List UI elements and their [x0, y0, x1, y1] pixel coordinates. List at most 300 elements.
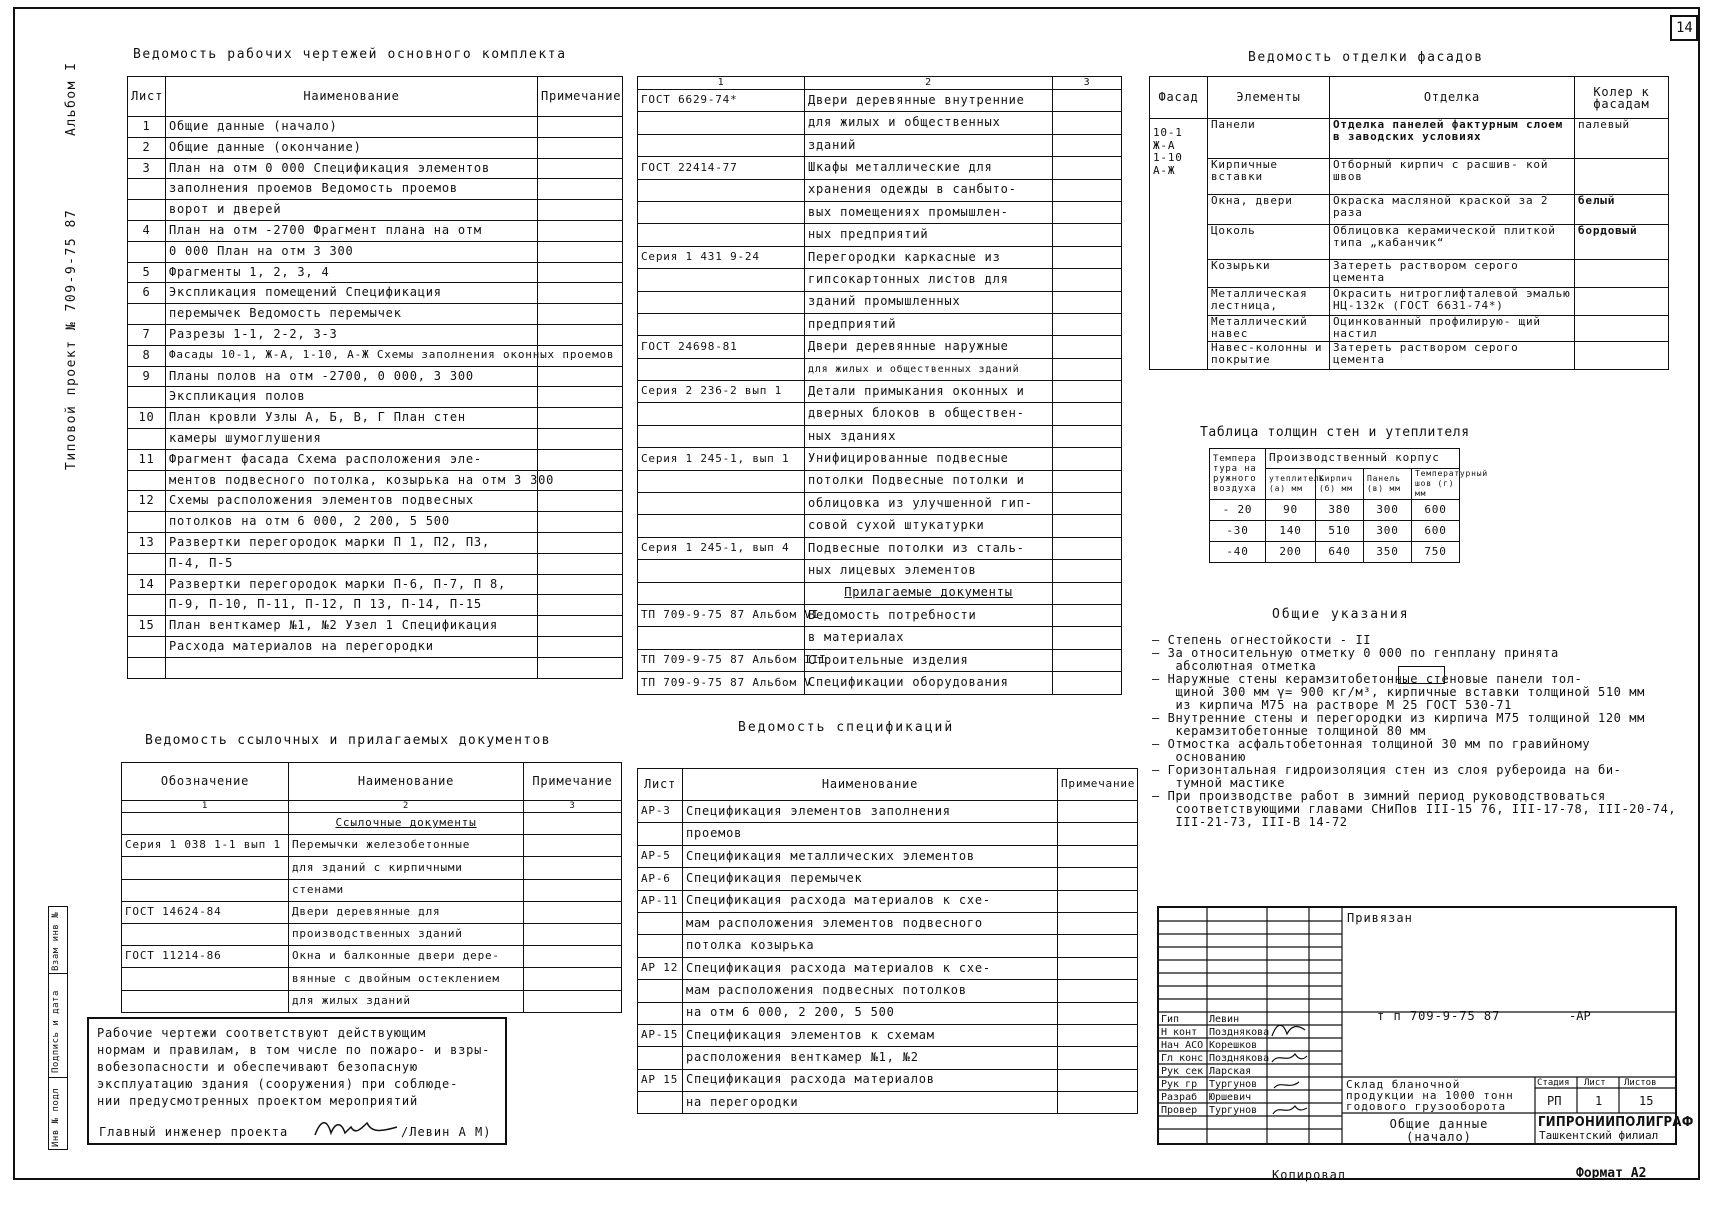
table-row [638, 1024, 1138, 1046]
note-cell [1058, 1024, 1138, 1046]
designation-cell [638, 269, 805, 291]
designation-cell: ГОСТ 14624-84 [122, 901, 289, 923]
name-cell: Детали примыкания оконных и [805, 381, 1053, 403]
stage-header: Стадия [1537, 1078, 1570, 1088]
table-row [122, 813, 622, 835]
note-cell [1053, 134, 1122, 156]
h-brick: Кирпич (б) мм [1316, 469, 1364, 500]
name-cell: камеры шумоглушения [166, 428, 538, 449]
note-cell [538, 179, 623, 200]
engineer-label: Главный инженер проекта [99, 1125, 289, 1139]
table-row [638, 157, 1122, 179]
note-cell [538, 532, 623, 553]
sheet-number: 14 [1676, 20, 1693, 36]
note-cell [538, 241, 623, 262]
table-row [638, 224, 1122, 246]
name-cell: План венткамер №1, №2 Узел 1 Спецификация [166, 616, 538, 637]
col-3: 3 [1053, 77, 1122, 90]
table-row [128, 657, 623, 678]
sheet-cell: 10 [128, 408, 166, 429]
name-cell: зданий [805, 134, 1053, 156]
table-row [128, 304, 623, 325]
table-row [638, 403, 1122, 425]
sheet-cell [128, 241, 166, 262]
color-cell: бордовый [1575, 225, 1669, 260]
facade-title: Ведомость отделки фасадов [1248, 50, 1484, 65]
designation-cell [638, 560, 805, 582]
sheet-cell: АР 12 [638, 957, 683, 979]
designation-cell [122, 990, 289, 1012]
sheet-cell: 7 [128, 324, 166, 345]
note-cell [538, 366, 623, 387]
table-row [1150, 159, 1669, 195]
table-row [1150, 288, 1669, 316]
designation-cell [638, 470, 805, 492]
element-cell: Цоколь [1208, 225, 1330, 260]
element-cell: Козырьки [1208, 260, 1330, 288]
specs-title: Ведомость спецификаций [738, 720, 955, 735]
project-label: Типовой проект № 709-9-75 87 [64, 208, 79, 470]
org-branch: Ташкентский филиал [1539, 1129, 1659, 1142]
table-row [638, 201, 1122, 223]
name-cell: предприятий [805, 313, 1053, 335]
note-cell [1053, 493, 1122, 515]
table-row [1150, 119, 1669, 159]
color-cell [1575, 316, 1669, 342]
designation-cell [638, 515, 805, 537]
designation-cell [122, 857, 289, 879]
note-cell [1053, 649, 1122, 671]
thickness-title: Таблица толщин стен и утеплителя [1200, 425, 1470, 440]
title-block [1157, 906, 1694, 1145]
name-cell: Ведомость потребности [805, 604, 1053, 626]
note-cell [1053, 425, 1122, 447]
note-cell [1053, 403, 1122, 425]
designation-cell: ГОСТ 11214-86 [122, 946, 289, 968]
h-temp: Темпера тура на ружного воздуха [1210, 449, 1266, 500]
note-cell [1053, 246, 1122, 268]
col-note: Примечание [1058, 769, 1138, 801]
role-label: Н конт [1161, 1027, 1198, 1038]
table-row [638, 868, 1138, 890]
sheet-cell [638, 1092, 683, 1114]
sheets-header: Листов [1624, 1078, 1657, 1088]
engineer-name: /Левин А М) [401, 1125, 492, 1139]
table-row [122, 990, 622, 1012]
sheet-cell: АР 15 [638, 1069, 683, 1091]
sheet-cell: 2 [128, 137, 166, 158]
table-row [122, 946, 622, 968]
name-cell: на перегородки [683, 1092, 1058, 1114]
statement-text [97, 1025, 490, 1110]
col-name: Наименование [683, 769, 1058, 801]
value-cell: -40 [1210, 542, 1266, 563]
note-line: — Внутренние стены и перегородки из кирпича М75 толщиной 120 мм [1152, 711, 1645, 725]
table-row [128, 117, 623, 138]
table-row [638, 381, 1122, 403]
table-row [638, 493, 1122, 515]
table-row [128, 616, 623, 637]
sheet-title: Общие данные (начало) [1389, 1117, 1489, 1144]
sheet-cell [638, 1002, 683, 1024]
name-cell: Спецификация элементов к схемам [683, 1024, 1058, 1046]
note-cell [524, 901, 622, 923]
table-row [1210, 500, 1460, 521]
name-cell: Спецификация расхода материалов к схе- [683, 890, 1058, 912]
name-cell: Прилагаемые документы [805, 582, 1053, 604]
table-row [638, 134, 1122, 156]
role-name: Левин [1209, 1014, 1240, 1025]
name-cell: Схемы расположения элементов подвесных [166, 491, 538, 512]
designation-cell [638, 134, 805, 156]
designation-cell [638, 493, 805, 515]
engineer-signature [311, 1115, 401, 1141]
name-cell: ных лицевых элементов [805, 560, 1053, 582]
name-cell: Унифицированные подвесные [805, 448, 1053, 470]
designation-cell [638, 425, 805, 447]
designation-cell: ГОСТ 6629-74* [638, 90, 805, 112]
element-cell: Навес-колонны и покрытие [1208, 342, 1330, 370]
name-cell: Разрезы 1-1, 2-2, 3-3 [166, 324, 538, 345]
name-cell: План кровли Узлы А, Б, В, Г План стен [166, 408, 538, 429]
sheet-cell [128, 636, 166, 657]
finish-cell: Затереть раствором серого цемента [1330, 260, 1575, 288]
name-cell: 0 000 План на отм 3 300 [166, 241, 538, 262]
col-facade: Фасад [1150, 77, 1208, 119]
name-cell: Перегородки каркасные из [805, 246, 1053, 268]
note-cell [1053, 470, 1122, 492]
note-cell [1053, 537, 1122, 559]
name-cell: мам расположения подвесных потолков [683, 980, 1058, 1002]
table-row [122, 835, 622, 857]
table-row [1150, 316, 1669, 342]
table-row [128, 553, 623, 574]
name-cell: для жилых и общественных зданий [805, 358, 1053, 380]
facade-id: 1-10 [1153, 151, 1183, 165]
name-cell: Общие данные (начало) [166, 117, 538, 138]
name-cell: План на отм 0 000 Спецификация элементов [166, 158, 538, 179]
h-insul: утеплитель (а) мм [1266, 469, 1316, 500]
name-cell: проемов [683, 823, 1058, 845]
format-label: Формат А2 [1576, 1166, 1647, 1181]
name-cell: Спецификации оборудования [805, 672, 1053, 694]
name-cell: ментов подвесного потолка, козырька на отм 3 300 [166, 470, 538, 491]
finish-cell: Отделка панелей фактурным слоем в заводских условиях [1330, 119, 1575, 159]
designation-cell: ГОСТ 24698-81 [638, 336, 805, 358]
note-line: — При производстве работ в зимний период руководствоваться [1152, 789, 1606, 803]
table-row [638, 90, 1122, 112]
designation-cell [638, 291, 805, 313]
name-cell: ворот и дверей [166, 200, 538, 221]
note-line: — Отмостка асфальтобетонная толщиной 30 мм по гравийному [1152, 737, 1591, 751]
note-cell [524, 946, 622, 968]
value-cell: 350 [1364, 542, 1412, 563]
note-cell [538, 137, 623, 158]
sheet-cell [128, 179, 166, 200]
note-cell [524, 857, 622, 879]
note-cell [1053, 313, 1122, 335]
designation-cell: Серия 1 038 1-1 вып 1 [122, 835, 289, 857]
sheet-cell [638, 823, 683, 845]
finish-cell: Оцинкованный профилирую- щий настил [1330, 316, 1575, 342]
role-name: Корешков [1209, 1040, 1258, 1051]
name-cell: Развертки перегородок марки П 1, П2, П3, [166, 532, 538, 553]
table-row [1210, 521, 1460, 542]
note-cell [1053, 358, 1122, 380]
name-cell: План на отм -2700 Фрагмент плана на отм [166, 220, 538, 241]
table-row [128, 262, 623, 283]
table-row [128, 428, 623, 449]
designation-cell: ГОСТ 22414-77 [638, 157, 805, 179]
sheet-header: Лист [1584, 1078, 1606, 1088]
sheet-number-box [1670, 15, 1698, 41]
note-cell [1053, 560, 1122, 582]
note-cell [538, 117, 623, 138]
note-cell [538, 304, 623, 325]
table-row [638, 957, 1138, 979]
name-cell: ных предприятий [805, 224, 1053, 246]
table-row [128, 470, 623, 491]
name-cell: расположения венткамер №1, №2 [683, 1047, 1058, 1069]
sheet-cell [128, 428, 166, 449]
designation-cell: Серия 1 245-1, вып 4 [638, 537, 805, 559]
col-2: 2 [805, 77, 1053, 90]
element-cell: Металлический навес [1208, 316, 1330, 342]
name-cell: Спецификация расхода материалов к схе- [683, 957, 1058, 979]
role-label: Нач АСО [1161, 1040, 1204, 1051]
table-row [128, 137, 623, 158]
note-cell [538, 324, 623, 345]
note-cell [1058, 868, 1138, 890]
statement-line: вобезопасности и обеспечивают безопасную [97, 1060, 418, 1074]
note-cell [1058, 845, 1138, 867]
note-cell [1053, 672, 1122, 694]
name-cell: Двери деревянные наружные [805, 336, 1053, 358]
sheet-cell [128, 553, 166, 574]
designation-cell: ТП 709-9-75 87 Альбом VI [638, 604, 805, 626]
col-name: Наименование [166, 77, 538, 117]
table-row [638, 980, 1138, 1002]
table-row [638, 470, 1122, 492]
sub-2: 2 [289, 801, 524, 813]
h-panel: Панель (в) мм [1364, 469, 1412, 500]
table-row [122, 857, 622, 879]
role-name: Юршевич [1209, 1092, 1252, 1103]
sheet-cell: АР-11 [638, 890, 683, 912]
table-row [128, 324, 623, 345]
col-sheet: Лист [128, 77, 166, 117]
designation-cell [638, 627, 805, 649]
table-row [128, 366, 623, 387]
finish-cell: Окраска масляной краской за 2 раза [1330, 195, 1575, 225]
col-color: Колер к фасадам [1575, 77, 1669, 119]
note-cell [1053, 515, 1122, 537]
sheet-cell: 13 [128, 532, 166, 553]
note-cell [1058, 935, 1138, 957]
note-line: — За относительную отметку 0 000 по генплану принята [1152, 646, 1559, 660]
value-cell: 300 [1364, 500, 1412, 521]
note-cell [1053, 627, 1122, 649]
name-cell: вянные с двойным остеклением [289, 968, 524, 990]
table-row [638, 627, 1122, 649]
designation-cell: Серия 1 431 9-24 [638, 246, 805, 268]
element-cell: Металлическая лестница, [1208, 288, 1330, 316]
name-cell: облицовка из улучшенной гип- [805, 493, 1053, 515]
sheet-cell [128, 387, 166, 408]
designation-cell [638, 112, 805, 134]
table-row [128, 179, 623, 200]
name-cell: стенами [289, 879, 524, 901]
name-cell: мам расположения элементов подвесного [683, 912, 1058, 934]
sheet-cell: 8 [128, 345, 166, 366]
name-cell: Шкафы металлические для [805, 157, 1053, 179]
table-row [638, 890, 1138, 912]
note-cell [538, 283, 623, 304]
note-cell [524, 923, 622, 945]
element-cell: Панели [1208, 119, 1330, 159]
name-cell: потолки Подвесные потолки и [805, 470, 1053, 492]
note-cell [538, 200, 623, 221]
table-row [128, 636, 623, 657]
role-label: Рук гр [1161, 1079, 1198, 1090]
value-cell: -30 [1210, 521, 1266, 542]
role-label: Гип [1161, 1014, 1180, 1025]
name-cell: Двери деревянные внутренние [805, 90, 1053, 112]
name-cell: Общие данные (окончание) [166, 137, 538, 158]
value-cell: 600 [1412, 500, 1460, 521]
table-row [122, 968, 622, 990]
name-cell: для жилых и общественных [805, 112, 1053, 134]
note-cell [538, 491, 623, 512]
table-row [638, 1069, 1138, 1091]
note-cell [538, 408, 623, 429]
note-line: щиной 300 мм γ= 900 кг/м³, кирпичные вставки толщиной 510 мм [1152, 685, 1645, 699]
finish-cell: Отборный кирпич с расшив- кой швов [1330, 159, 1575, 195]
finish-cell: Облицовка керамической плиткой типа „кабанчик“ [1330, 225, 1575, 260]
note-line: — Степень огнестойкости - II [1152, 633, 1372, 647]
project-code: т п 709-9-75 87 [1377, 1009, 1501, 1023]
designation-cell: Серия 1 245-1, вып 1 [638, 448, 805, 470]
table-row [1150, 195, 1669, 225]
sheet-cell [128, 512, 166, 533]
table-row [1150, 342, 1669, 370]
table-row [122, 901, 622, 923]
table-row [638, 935, 1138, 957]
note-line: керамзитобетонные толщиной 80 мм [1152, 724, 1426, 738]
statement-line: нии предусмотренных проектом мероприятий [97, 1094, 418, 1108]
sheet-cell: 3 [128, 158, 166, 179]
note-cell [1053, 112, 1122, 134]
name-cell [166, 657, 538, 678]
note-cell [1053, 336, 1122, 358]
sheet-cell: 14 [128, 574, 166, 595]
note-cell [538, 595, 623, 616]
note-line: основанию [1152, 750, 1246, 764]
value-cell: 140 [1266, 521, 1316, 542]
org-name: ГИПРОНИИПОЛИГРАФ [1538, 1115, 1694, 1130]
designation-cell [638, 582, 805, 604]
name-cell: Спецификация расхода материалов [683, 1069, 1058, 1091]
sheet-cell: 6 [128, 283, 166, 304]
sheet-cell [128, 304, 166, 325]
designation-cell [638, 201, 805, 223]
table-row [638, 672, 1122, 694]
note-cell [1058, 957, 1138, 979]
note-cell [1053, 224, 1122, 246]
name-cell: Спецификация элементов заполнения [683, 801, 1058, 823]
name-cell: Строительные изделия [805, 649, 1053, 671]
name-cell: Фрагменты 1, 2, 3, 4 [166, 262, 538, 283]
role-name: Ларская [1209, 1066, 1252, 1077]
name-cell: Спецификация металлических элементов [683, 845, 1058, 867]
name-cell: гипсокартонных листов для [805, 269, 1053, 291]
table-row [638, 112, 1122, 134]
designation-cell [638, 179, 805, 201]
col-name: Наименование [289, 763, 524, 801]
note-cell [1058, 801, 1138, 823]
statement-line: эксплуатацию здания (сооружения) при соблюде- [97, 1077, 459, 1091]
sheet-cell: АР-15 [638, 1024, 683, 1046]
thickness-table [1209, 448, 1489, 563]
sheet-cell [128, 470, 166, 491]
note-cell [1053, 269, 1122, 291]
table-row [1150, 260, 1669, 288]
table-row [122, 923, 622, 945]
sheets-value: 15 [1639, 1094, 1654, 1108]
note-cell [538, 158, 623, 179]
note-line: абсолютная отметка [1152, 659, 1317, 673]
sheet-cell [128, 657, 166, 678]
sheet-cell: 4 [128, 220, 166, 241]
name-cell: Перемычки железобетонные [289, 835, 524, 857]
table-row [638, 269, 1122, 291]
project-code-suffix: -АР [1569, 1009, 1591, 1023]
role-label: Разраб [1161, 1092, 1198, 1103]
sheet-cell [638, 980, 683, 1002]
note-line: — Горизонтальная гидроизоляция стен из слоя рубероида на би- [1152, 763, 1622, 777]
sheet-cell [128, 595, 166, 616]
designation-cell [638, 313, 805, 335]
name-cell: Окна и балконные двери дере- [289, 946, 524, 968]
table-row [128, 220, 623, 241]
name-cell: вых помещениях промышлен- [805, 201, 1053, 223]
color-cell [1575, 260, 1669, 288]
table-row [122, 879, 622, 901]
note-line: соответствующими главами СНиПов III-15 76, III-17-78, III-20-74, [1152, 802, 1677, 816]
color-cell [1575, 159, 1669, 195]
name-cell: Фрагмент фасада Схема расположения эле- [166, 449, 538, 470]
sheet-cell: 9 [128, 366, 166, 387]
stage-value: РП [1547, 1094, 1562, 1108]
element-cell: Окна, двери [1208, 195, 1330, 225]
side-label-1: Инв № подл [51, 1087, 61, 1147]
note-cell [538, 220, 623, 241]
designation-cell [122, 923, 289, 945]
finish-cell: Затереть раствором серого цемента [1330, 342, 1575, 370]
table-row [128, 532, 623, 553]
note-cell [1053, 448, 1122, 470]
designation-cell [638, 403, 805, 425]
table-row [638, 582, 1122, 604]
sheet-cell [638, 912, 683, 934]
table-row [638, 537, 1122, 559]
designation-cell [122, 879, 289, 901]
facade-id-cell [1150, 119, 1208, 370]
note-cell [538, 553, 623, 574]
note-line: III-21-73, III-В 14-72 [1152, 815, 1348, 829]
col-note: Примечание [524, 763, 622, 801]
h-corpus: Производственный корпус [1266, 449, 1460, 469]
